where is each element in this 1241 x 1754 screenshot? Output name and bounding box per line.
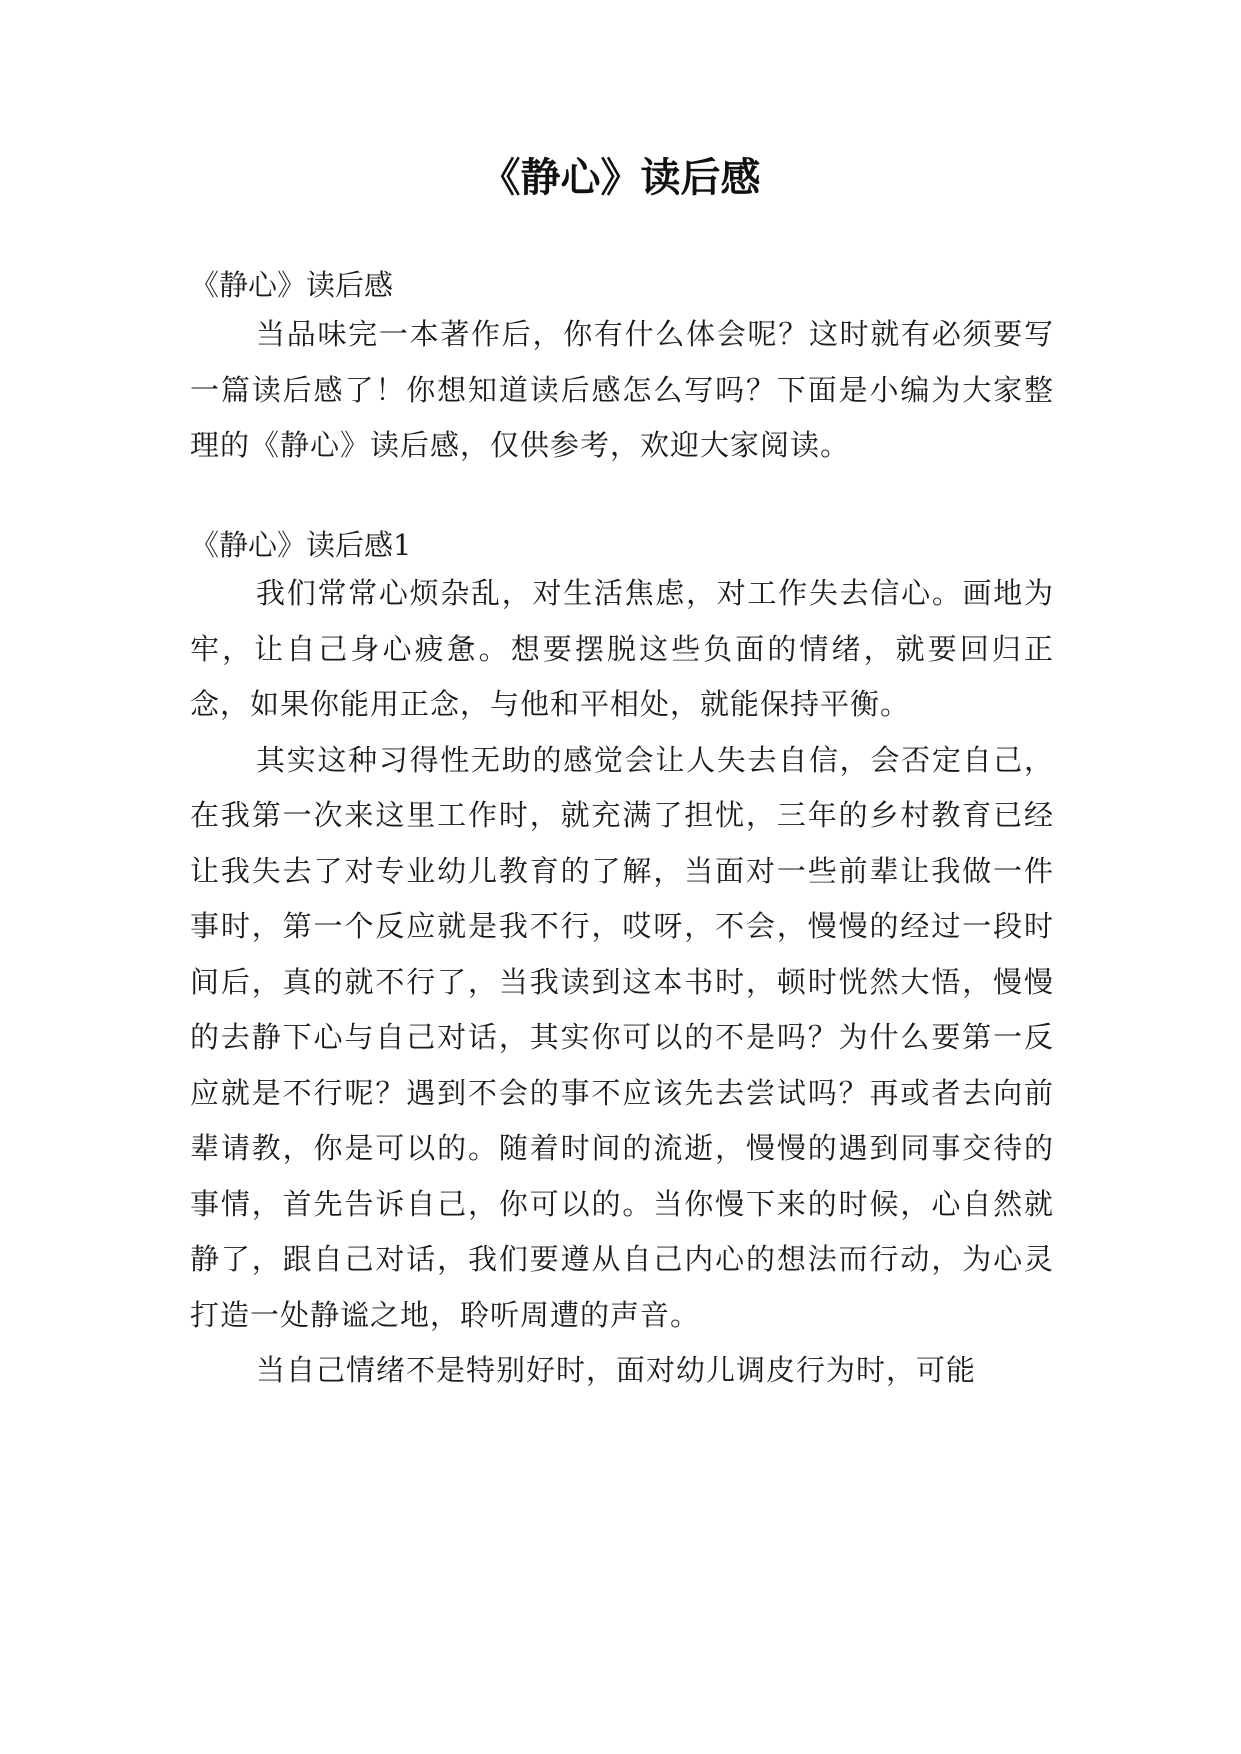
intro-paragraph: 当品味完一本著作后，你有什么体会呢？这时就有必须要写一篇读后感了！你想知道读后感怎么写吗？下面是小编为大家整理的《静心》读后感，仅供参考，欢迎大家阅读。 — [190, 317, 1054, 462]
intro-heading: 《静心》读后感 — [190, 268, 394, 302]
section1-body — [190, 566, 1054, 1399]
section1-paragraph: 当自己情绪不是特别好时，面对幼儿调皮行为时，可能 — [256, 1353, 977, 1387]
intro-body — [190, 307, 1054, 474]
section1-paragraph: 其实这种习得性无助的感觉会让人失去自信，会否定自己，在我第一次来这里工作时，就充满了担忧，三年的乡村教育已经让我失去了对专业幼儿教育的了解，当面对一些前辈让我做一件事时，第一个反应就是我不行，哎呀，不会，慢慢的经过一段时间后，真的就不行了，当我读到这本书时，顿时恍然大悟，慢慢的去静下心与自己对话，其实你可以的不是吗？为什么要第一反应就是不行呢？遇到不会的事不应该先去尝试吗？再或者去向前辈请教，你是可以的。随着时间的流逝，慢慢的遇到同事交待的事情，首先告诉自己，你可以的。当你慢下来的时候，心自然就静了，跟自己对话，我们要遵从自己内心的想法而行动，为心灵打造一处静谧之地，聆听周遭的声音。 — [190, 742, 1054, 1332]
document-title: 《静心》读后感 — [480, 155, 761, 201]
section1-paragraph: 我们常常心烦杂乱，对生活焦虑，对工作失去信心。画地为牢，让自己身心疲惫。想要摆脱这些负面的情绪，就要回归正念，如果你能用正念，与他和平相处，就能保持平衡。 — [190, 576, 1054, 721]
section1-heading: 《静心》读后感1 — [190, 528, 412, 562]
